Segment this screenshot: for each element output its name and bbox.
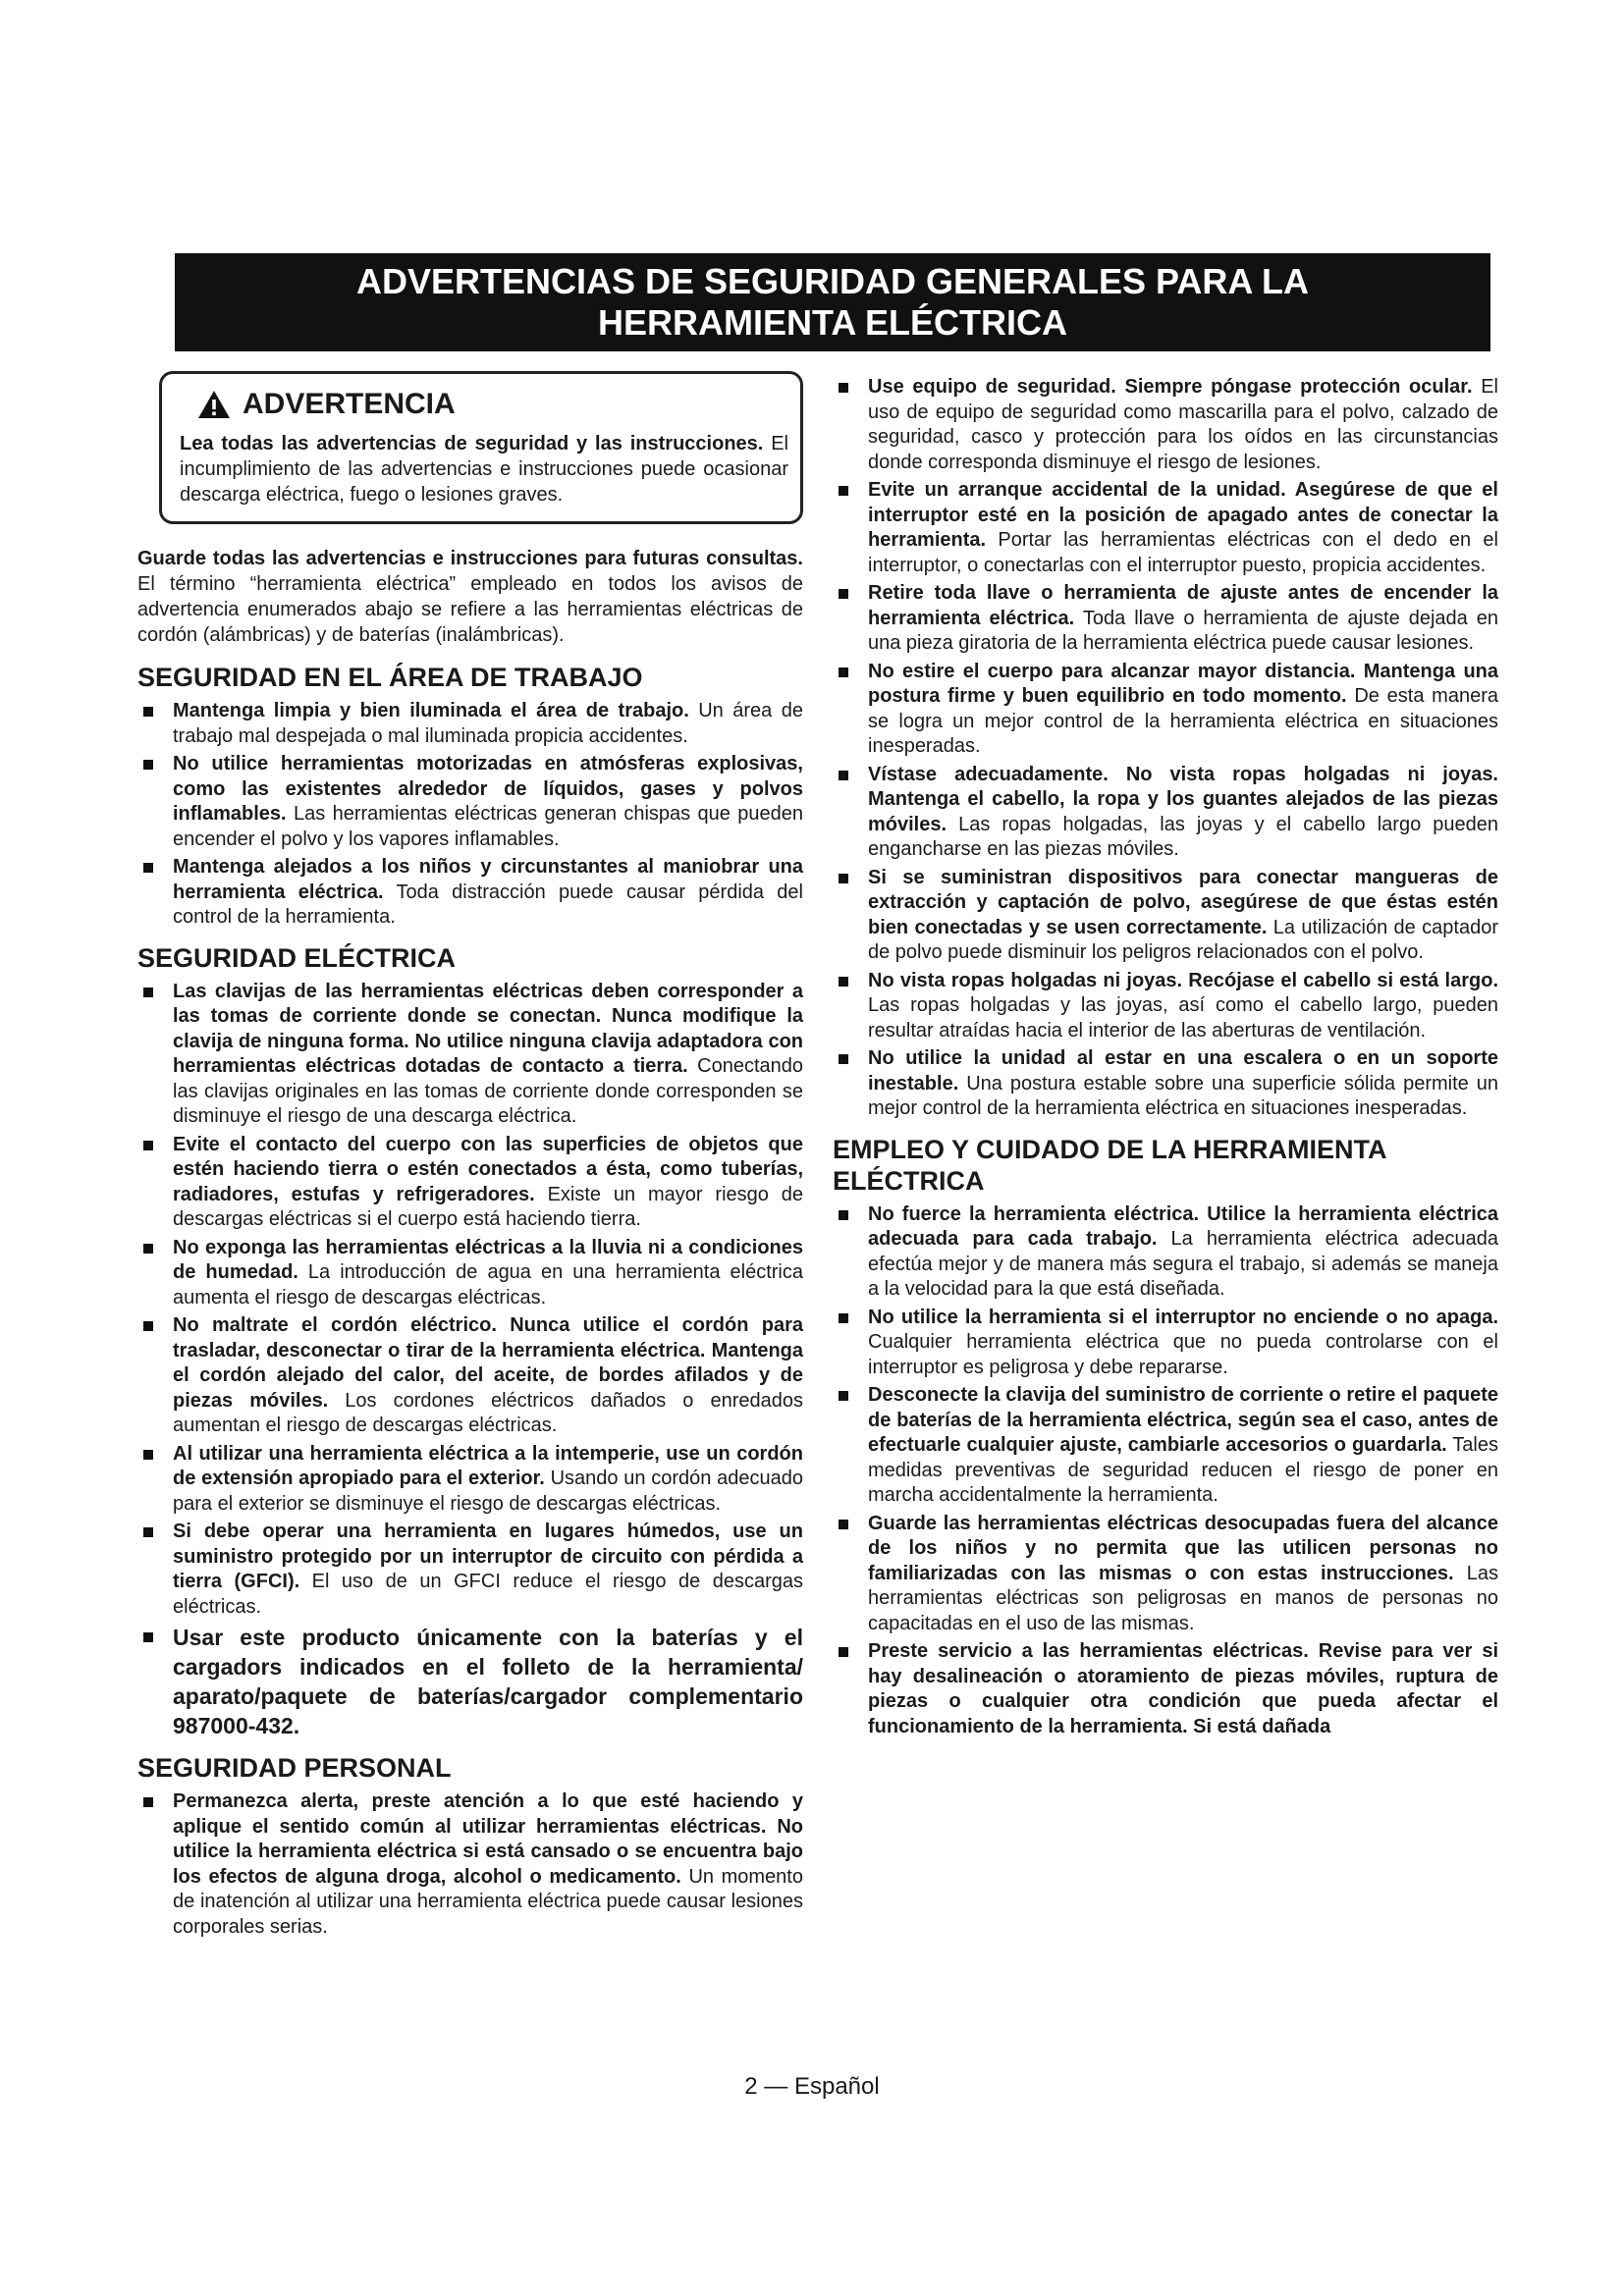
- list-item: [833, 375, 1498, 475]
- item-text: Un área de trabajo mal despejada o mal iluminada propicia accidentes.: [173, 700, 803, 747]
- intro-body: El término “herramienta eléctrica” empleado en todos los avisos de advertencia enumerados abajo se refiere a las herramientas eléctricas de cordón (alámbricas) y de baterías (inalámbricas).: [137, 573, 803, 646]
- banner-line-2: HERRAMIENTA ELÉCTRICA: [598, 302, 1067, 343]
- heading-work-area: SEGURIDAD EN EL ÁREA DE TRABAJO: [137, 663, 643, 692]
- list-item: [833, 660, 1498, 760]
- list-item: [833, 969, 1498, 1044]
- item-bold: No utilice herramientas motorizadas en atmósferas explosivas, como las existentes alrededor de líquidos, gases y polvos inflamables.: [173, 753, 803, 825]
- item-bold: Las clavijas de las herramientas eléctricas deben corresponder a las tomas de corriente donde se conectan. Nunca modifique la clavija de ninguna forma. No utilice ninguna clavija adaptadora con herramientas eléctricas dotadas de contacto a tierra.: [173, 980, 803, 1077]
- heading-electrical: SEGURIDAD ELÉCTRICA: [137, 942, 457, 973]
- item-bold: Guarde las herramientas eléctricas desocupadas fuera del alcance de los niños y no permita que las utilicen personas no familiarizadas con las mismas o con estas instrucciones.: [868, 1512, 1498, 1584]
- list-item: [833, 763, 1498, 863]
- warning-text-body: El incumplimiento de las advertencias e instrucciones puede ocasionar descarga eléctrica, fuego o lesiones graves.: [180, 433, 789, 506]
- list-item: [833, 866, 1498, 966]
- warning-header: [197, 388, 788, 421]
- item-bold: Permanezca alerta, preste atención a lo que esté haciendo y aplique el sentido común al utilizar herramientas eléctricas. No utilice la herramienta eléctrica si está cansado o se encuentra bajo los efectos de alguna droga, alcohol o medicamento.: [173, 1790, 803, 1888]
- heading-use-and-care: EMPLEO Y CUIDADO DE LA HERRAMIENTA ELÉCTRICA: [833, 1134, 1386, 1196]
- list-item: [833, 1383, 1498, 1509]
- item-text: La herramienta eléctrica adecuada efectúa mejor y de manera más segura el trabajo, si además se maneja a la velocidad para la que está diseñada.: [868, 1228, 1498, 1300]
- item-text: Portar las herramientas eléctricas con el dedo en el interruptor, o conectarlas con el interruptor puesto, propicia accidentes.: [868, 529, 1498, 576]
- intro-bold: Guarde todas las advertencias e instrucciones para futuras consultas.: [137, 548, 803, 569]
- list-item: [833, 1639, 1498, 1739]
- item-text: Las herramientas eléctricas son peligrosas en manos de personas no capacitadas en el uso de las mismas.: [868, 1562, 1498, 1634]
- use-and-care-list: [833, 1202, 1498, 1740]
- right-column: [833, 375, 1498, 1751]
- item-bold: Use equipo de seguridad. Siempre póngase protección ocular.: [868, 376, 1473, 398]
- item-bold: No estire el cuerpo para alcanzar mayor distancia. Mantenga una postura firme y buen equilibrio en todo momento.: [868, 660, 1498, 707]
- item-text: Existe un mayor riesgo de descargas eléctricas si el cuerpo está haciendo tierra.: [173, 1183, 803, 1230]
- list-item: [137, 752, 803, 852]
- item-bold: No vista ropas holgadas ni joyas. Recójase el cabello si está largo.: [868, 969, 1498, 991]
- list-item: [137, 1789, 803, 1940]
- list-item: [137, 1520, 803, 1620]
- item-bold: Vístase adecuadamente. No vista ropas holgadas ni joyas. Mantenga el cabello, la ropa y los guantes alejados de las piezas móviles.: [868, 763, 1498, 835]
- item-bold: No utilice la herramienta si el interruptor no enciende o no apaga.: [868, 1306, 1498, 1328]
- page-footer: 2 — Español: [744, 2073, 880, 2100]
- item-text: La introducción de agua en una herramienta eléctrica aumenta el riesgo de descargas eléctricas.: [173, 1261, 803, 1308]
- item-text: Los cordones eléctricos dañados o enredados aumentan el riesgo de descargas eléctricas.: [173, 1389, 803, 1436]
- list-item: [833, 581, 1498, 657]
- item-text: Un momento de inatención al utilizar una herramienta eléctrica puede causar lesiones corporales serias.: [173, 1865, 803, 1938]
- list-item: [833, 478, 1498, 578]
- list-item: [137, 980, 803, 1130]
- item-bold: No utilice la unidad al estar en una escalera o en un soporte inestable.: [868, 1047, 1498, 1095]
- item-text: Cualquier herramienta eléctrica que no pueda controlarse con el interruptor es peligrosa y debe repararse.: [868, 1331, 1498, 1378]
- item-bold: Si se suministran dispositivos para conectar mangueras de extracción y captación de polvo, asegúrese de que éstas estén bien conectadas y se usen correctamente.: [868, 866, 1498, 938]
- item-bold: No exponga las herramientas eléctricas a la lluvia ni a condiciones de humedad.: [173, 1236, 803, 1283]
- item-text: El uso de equipo de seguridad como mascarilla para el polvo, calzado de seguridad, casco y protección para los oídos en las circunstancias donde corresponda disminuye el riesgo de lesiones.: [868, 376, 1499, 473]
- item-text: Conectando las clavijas originales en las tomas de corriente donde corresponden se disminuye el riesgo de una descarga eléctrica.: [173, 1055, 803, 1127]
- item-text: Las herramientas eléctricas generan chispas que pueden encender el polvo y los vapores inflamables.: [173, 803, 803, 850]
- item-text: La utilización de captador de polvo puede disminuir los peligros relacionados con el polvo.: [868, 916, 1498, 963]
- item-bold: No maltrate el cordón eléctrico. Nunca utilice el cordón para trasladar, desconectar o tirar de la herramienta eléctrica. Mantenga el cordón alejado del calor, del aceite, de bordes afilados y de piezas móviles.: [173, 1314, 803, 1412]
- warning-box: [159, 371, 803, 524]
- list-item: [137, 1313, 803, 1439]
- item-bold: Al utilizar una herramienta eléctrica a la intemperie, use un cordón de extensión apropiado para el exterior.: [173, 1442, 803, 1489]
- warning-triangle-icon: [197, 390, 231, 419]
- personal-list-continued: [833, 375, 1498, 1122]
- list-item: [137, 699, 803, 749]
- heading-personal: SEGURIDAD PERSONAL: [137, 1753, 452, 1783]
- item-text: Toda llave o herramienta de ajuste dejada en una pieza giratoria de la herramienta eléctrica puede causar lesiones.: [868, 607, 1499, 654]
- item-text: Una postura estable sobre una superficie sólida permite un mejor control de la herramienta eléctrica en situaciones inesperadas.: [868, 1072, 1498, 1119]
- item-bold: Evite un arranque accidental de la unidad. Asegúrese de que el interruptor esté en la posición de apagado antes de conectar la herramienta.: [868, 479, 1498, 551]
- item-bold: Mantenga limpia y bien iluminada el área de trabajo.: [173, 700, 689, 721]
- list-item: [137, 1236, 803, 1311]
- list-item: [833, 1046, 1498, 1122]
- list-item: [137, 1133, 803, 1233]
- item-text: Usando un cordón adecuado para el exterior se disminuye el riesgo de descargas eléctricas.: [173, 1468, 804, 1515]
- left-column: [137, 371, 803, 1951]
- item-text: Toda distracción puede causar pérdida del control de la herramienta.: [173, 881, 804, 928]
- list-item: [833, 1306, 1498, 1381]
- item-bold: Evite el contacto del cuerpo con las superficies de objetos que estén haciendo tierra o estén conectados a ésta, como tuberías, radiadores, estufas y refrigeradores.: [173, 1133, 803, 1205]
- item-text: Tales medidas preventivas de seguridad reducen el riesgo de poner en marcha accidentalmente la herramienta.: [868, 1434, 1498, 1506]
- work-area-list: [137, 699, 803, 931]
- item-text: Las ropas holgadas, las joyas y el cabello largo pueden engancharse en las piezas móviles.: [868, 813, 1498, 860]
- warning-text: [180, 431, 788, 507]
- banner-line-1: ADVERTENCIAS DE SEGURIDAD GENERALES PARA LA: [355, 261, 1310, 301]
- warning-title: ADVERTENCIA: [243, 388, 456, 420]
- warning-text-bold: Lea todas las advertencias de seguridad y las instrucciones.: [180, 433, 764, 454]
- item-bold: Mantenga alejados a los niños y circunstantes al maniobrar una herramienta eléctrica.: [173, 856, 803, 903]
- item-bold: Retire toda llave o herramienta de ajuste antes de encender la herramienta eléctrica.: [868, 582, 1498, 629]
- list-item: [137, 1442, 803, 1518]
- intro-paragraph: [137, 546, 803, 648]
- item-text: De esta manera se logra un mejor control de la herramienta eléctrica en situaciones inesperadas.: [868, 685, 1498, 757]
- list-item: [833, 1512, 1498, 1637]
- electrical-list: [137, 980, 803, 1741]
- item-bold: Usar este producto únicamente con la baterías y el cargadors indicados en el folleto de la herramienta/ aparato/paquete de baterías/cargador complementario 987000-432.: [173, 1625, 803, 1738]
- personal-list: [137, 1789, 803, 1940]
- item-bold: Desconecte la clavija del suministro de corriente o retire el paquete de baterías de la herramienta eléctrica, según sea el caso, antes de efectuarle cualquier ajuste, cambiarle accesorios o guardarla.: [868, 1384, 1498, 1456]
- item-bold: No fuerce la herramienta eléctrica. Utilice la herramienta eléctrica adecuada para cada trabajo.: [868, 1202, 1498, 1250]
- list-item: [833, 1202, 1498, 1303]
- list-item: [137, 855, 803, 931]
- item-text: Las ropas holgadas y las joyas, así como el cabello largo, pueden resultar atraídas hacia el interior de las aberturas de ventilación.: [868, 994, 1498, 1041]
- item-bold: Si debe operar una herramienta en lugares húmedos, use un suministro protegido por un interruptor de circuito con pérdida a tierra (GFCI).: [173, 1521, 803, 1592]
- section-banner: [175, 253, 1490, 351]
- item-bold: Preste servicio a las herramientas eléctricas. Revise para ver si hay desalineación o atoramiento de piezas móviles, ruptura de piezas o cualquier otra condición que pueda afectar el funcionamiento de la herramienta. Si está dañada: [868, 1640, 1498, 1737]
- list-item: [137, 1623, 803, 1740]
- item-text: El uso de un GFCI reduce el riesgo de descargas eléctricas.: [173, 1571, 803, 1618]
